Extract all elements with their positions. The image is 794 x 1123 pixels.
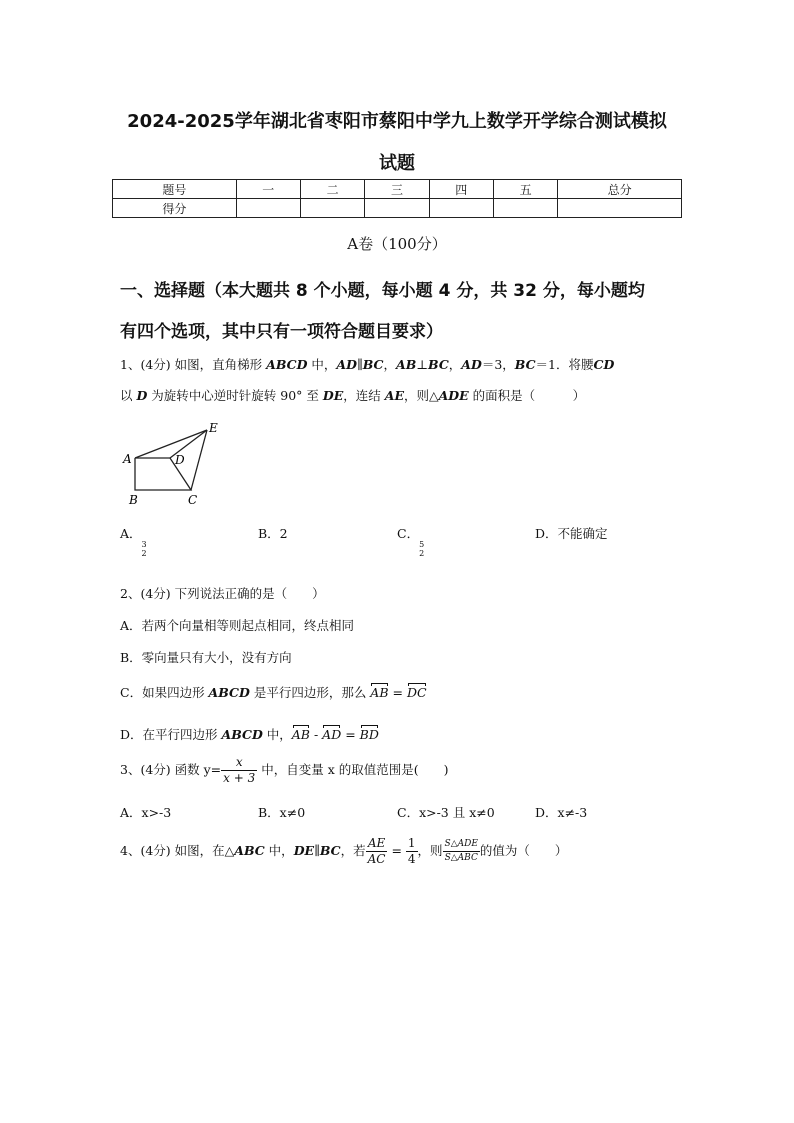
q4-text: ∥ xyxy=(314,843,320,858)
q1-text: ＝3， xyxy=(481,357,515,372)
q1-math: CD xyxy=(593,357,615,372)
ratio-ae-ac xyxy=(366,836,388,867)
q2-text: D．在平行四边形 xyxy=(120,727,222,742)
score-cell: 一 xyxy=(236,180,300,199)
q1-option-b[interactable]: B．2 xyxy=(258,526,288,541)
q1-text: ，则△ xyxy=(403,388,439,403)
fraction-denominator: 2 xyxy=(419,549,425,558)
score-cell[interactable] xyxy=(300,199,364,218)
q4-math: ABC xyxy=(234,843,265,858)
point-b-label: B xyxy=(129,493,138,507)
q4-text: 中， xyxy=(264,843,294,858)
score-cell: 三 xyxy=(365,180,429,199)
q2-text: - xyxy=(310,727,323,742)
score-cell: 总分 xyxy=(558,180,682,199)
q1-text: 1、(4分) 如图，直角梯形 xyxy=(120,357,263,372)
q1-text: ， xyxy=(448,357,462,372)
question-3-stem xyxy=(120,755,448,786)
q4-text: 的值为（ ） xyxy=(479,843,568,858)
fraction-numerator: 3 xyxy=(141,540,147,549)
q3-text: 中，自变量 x 的取值范围是( ) xyxy=(257,762,449,777)
q4-text: ，则 xyxy=(417,843,443,858)
q1-math: DE xyxy=(322,388,344,403)
q3-option-b[interactable]: B．x≠0 xyxy=(258,805,306,820)
score-cell[interactable] xyxy=(493,199,557,218)
fraction-numerator: 5 xyxy=(419,540,425,549)
fraction-numerator: 1 xyxy=(407,836,416,850)
q4-text: = xyxy=(387,843,406,858)
q2-text: = xyxy=(388,685,407,700)
vector-ad: AD xyxy=(322,727,342,742)
vector-ab: AB xyxy=(370,685,389,700)
question-4-stem xyxy=(120,836,567,867)
score-cell: 题号 xyxy=(113,180,237,199)
q1-math: D xyxy=(136,388,148,403)
vector-dc: DC xyxy=(406,685,427,700)
fraction-five-halves xyxy=(419,540,424,558)
q3-option-c[interactable]: C．x>-3 且 x≠0 xyxy=(397,805,495,820)
q3-option-a[interactable]: A．x>-3 xyxy=(120,805,172,820)
q2-text: C．如果四边形 xyxy=(120,685,209,700)
q2-math: ABCD xyxy=(221,727,263,742)
q4-math: BC xyxy=(319,843,341,858)
q1-text: ⊥ xyxy=(416,357,429,372)
q1-text: ，连结 xyxy=(343,388,385,403)
point-c-label: C xyxy=(188,493,198,507)
q2-text: 是平行四边形，那么 xyxy=(249,685,371,700)
q4-text: 4、(4分) 如图，在△ xyxy=(120,843,235,858)
fraction-numerator: S△ADE xyxy=(444,839,478,849)
section-a-heading: A卷（100分） xyxy=(347,235,447,253)
q1-text: ＝1．将腰 xyxy=(535,357,594,372)
score-cell[interactable] xyxy=(429,199,493,218)
fraction-denominator: x + 3 xyxy=(223,771,256,785)
q1-math: AD xyxy=(336,357,357,372)
q1-option-a[interactable] xyxy=(120,524,147,558)
segment-ce xyxy=(191,430,207,490)
vector-ab: AB xyxy=(291,727,310,742)
area-ratio xyxy=(443,838,480,865)
fraction-three-halves xyxy=(142,540,147,558)
score-cell[interactable] xyxy=(365,199,429,218)
q1-text: 中， xyxy=(307,357,337,372)
exam-title-continued: 试题 xyxy=(379,153,415,174)
exam-title: 2024-2025学年湖北省枣阳市蔡阳中学九上数学开学综合测试模拟 xyxy=(127,111,667,132)
fraction-numerator: AE xyxy=(367,836,386,850)
fraction-denominator: 4 xyxy=(407,852,416,866)
score-cell[interactable] xyxy=(558,199,682,218)
segment-ae xyxy=(135,430,207,458)
fraction-denominator: 2 xyxy=(141,549,147,558)
part-one-heading: 一、选择题（本大题共 8 个小题，每小题 4 分，共 32 分，每小题均 xyxy=(120,281,645,301)
fraction-numerator: x xyxy=(235,755,243,769)
option-label: A． xyxy=(120,526,142,541)
question-2-stem: 2、(4分) 下列说法正确的是（ ） xyxy=(120,586,325,601)
q1-math: BC xyxy=(514,357,536,372)
q1-option-c[interactable] xyxy=(397,524,424,558)
point-e-label: E xyxy=(209,421,218,435)
q1-text: 为旋转中心逆时针旋转 90° 至 xyxy=(147,388,323,403)
point-d-label: D xyxy=(175,453,185,467)
q1-text: 的面积是（ ） xyxy=(468,388,586,403)
q3-text: 3、(4分) 函数 y= xyxy=(120,762,222,777)
q3-option-d[interactable]: D．x≠-3 xyxy=(535,805,588,820)
question-1-stem-continued xyxy=(120,386,585,404)
q1-math: BC xyxy=(428,357,449,372)
q1-text: 以 xyxy=(120,388,137,403)
option-label: C． xyxy=(397,526,420,541)
q1-math: AD xyxy=(461,357,482,372)
part-one-heading-continued: 有四个选项，其中只有一项符合题目要求） xyxy=(120,322,443,342)
question-1-stem xyxy=(120,355,614,373)
score-table-score-row xyxy=(113,199,682,218)
q2-math: ABCD xyxy=(208,685,250,700)
function-fraction xyxy=(221,755,257,786)
q4-text: ，若 xyxy=(340,843,366,858)
q2-option-c[interactable] xyxy=(120,683,427,701)
q1-math: BC xyxy=(362,357,384,372)
point-a-label: A xyxy=(123,452,132,466)
q1-math: AE xyxy=(384,388,404,403)
ratio-one-quarter xyxy=(406,836,418,867)
q1-text: ， xyxy=(383,357,396,372)
q1-text: ∥ xyxy=(356,357,363,372)
q1-math: ABCD xyxy=(266,357,308,372)
q2-text: = xyxy=(341,727,360,742)
fraction-denominator: AC xyxy=(367,852,386,866)
score-cell: 五 xyxy=(493,180,557,199)
q1-math: ADE xyxy=(438,388,469,403)
fraction-denominator: S△ABC xyxy=(444,853,478,863)
q1-option-d[interactable]: D．不能确定 xyxy=(535,526,608,541)
q4-math: DE xyxy=(293,843,315,858)
q2-text: 中， xyxy=(262,727,292,742)
q2-option-a[interactable]: A．若两个向量相等则起点相同，终点相同 xyxy=(120,618,355,633)
trapezoid-figure xyxy=(118,418,228,510)
vector-bd: BD xyxy=(359,727,379,742)
score-cell: 得分 xyxy=(113,199,237,218)
score-cell: 四 xyxy=(429,180,493,199)
q2-option-b[interactable]: B．零向量只有大小，没有方向 xyxy=(120,650,292,665)
score-cell: 二 xyxy=(300,180,364,199)
score-cell[interactable] xyxy=(236,199,300,218)
q1-math: AB xyxy=(396,357,417,372)
q2-option-d[interactable] xyxy=(120,725,379,743)
score-table xyxy=(112,179,682,218)
score-table-header-row xyxy=(113,180,682,199)
